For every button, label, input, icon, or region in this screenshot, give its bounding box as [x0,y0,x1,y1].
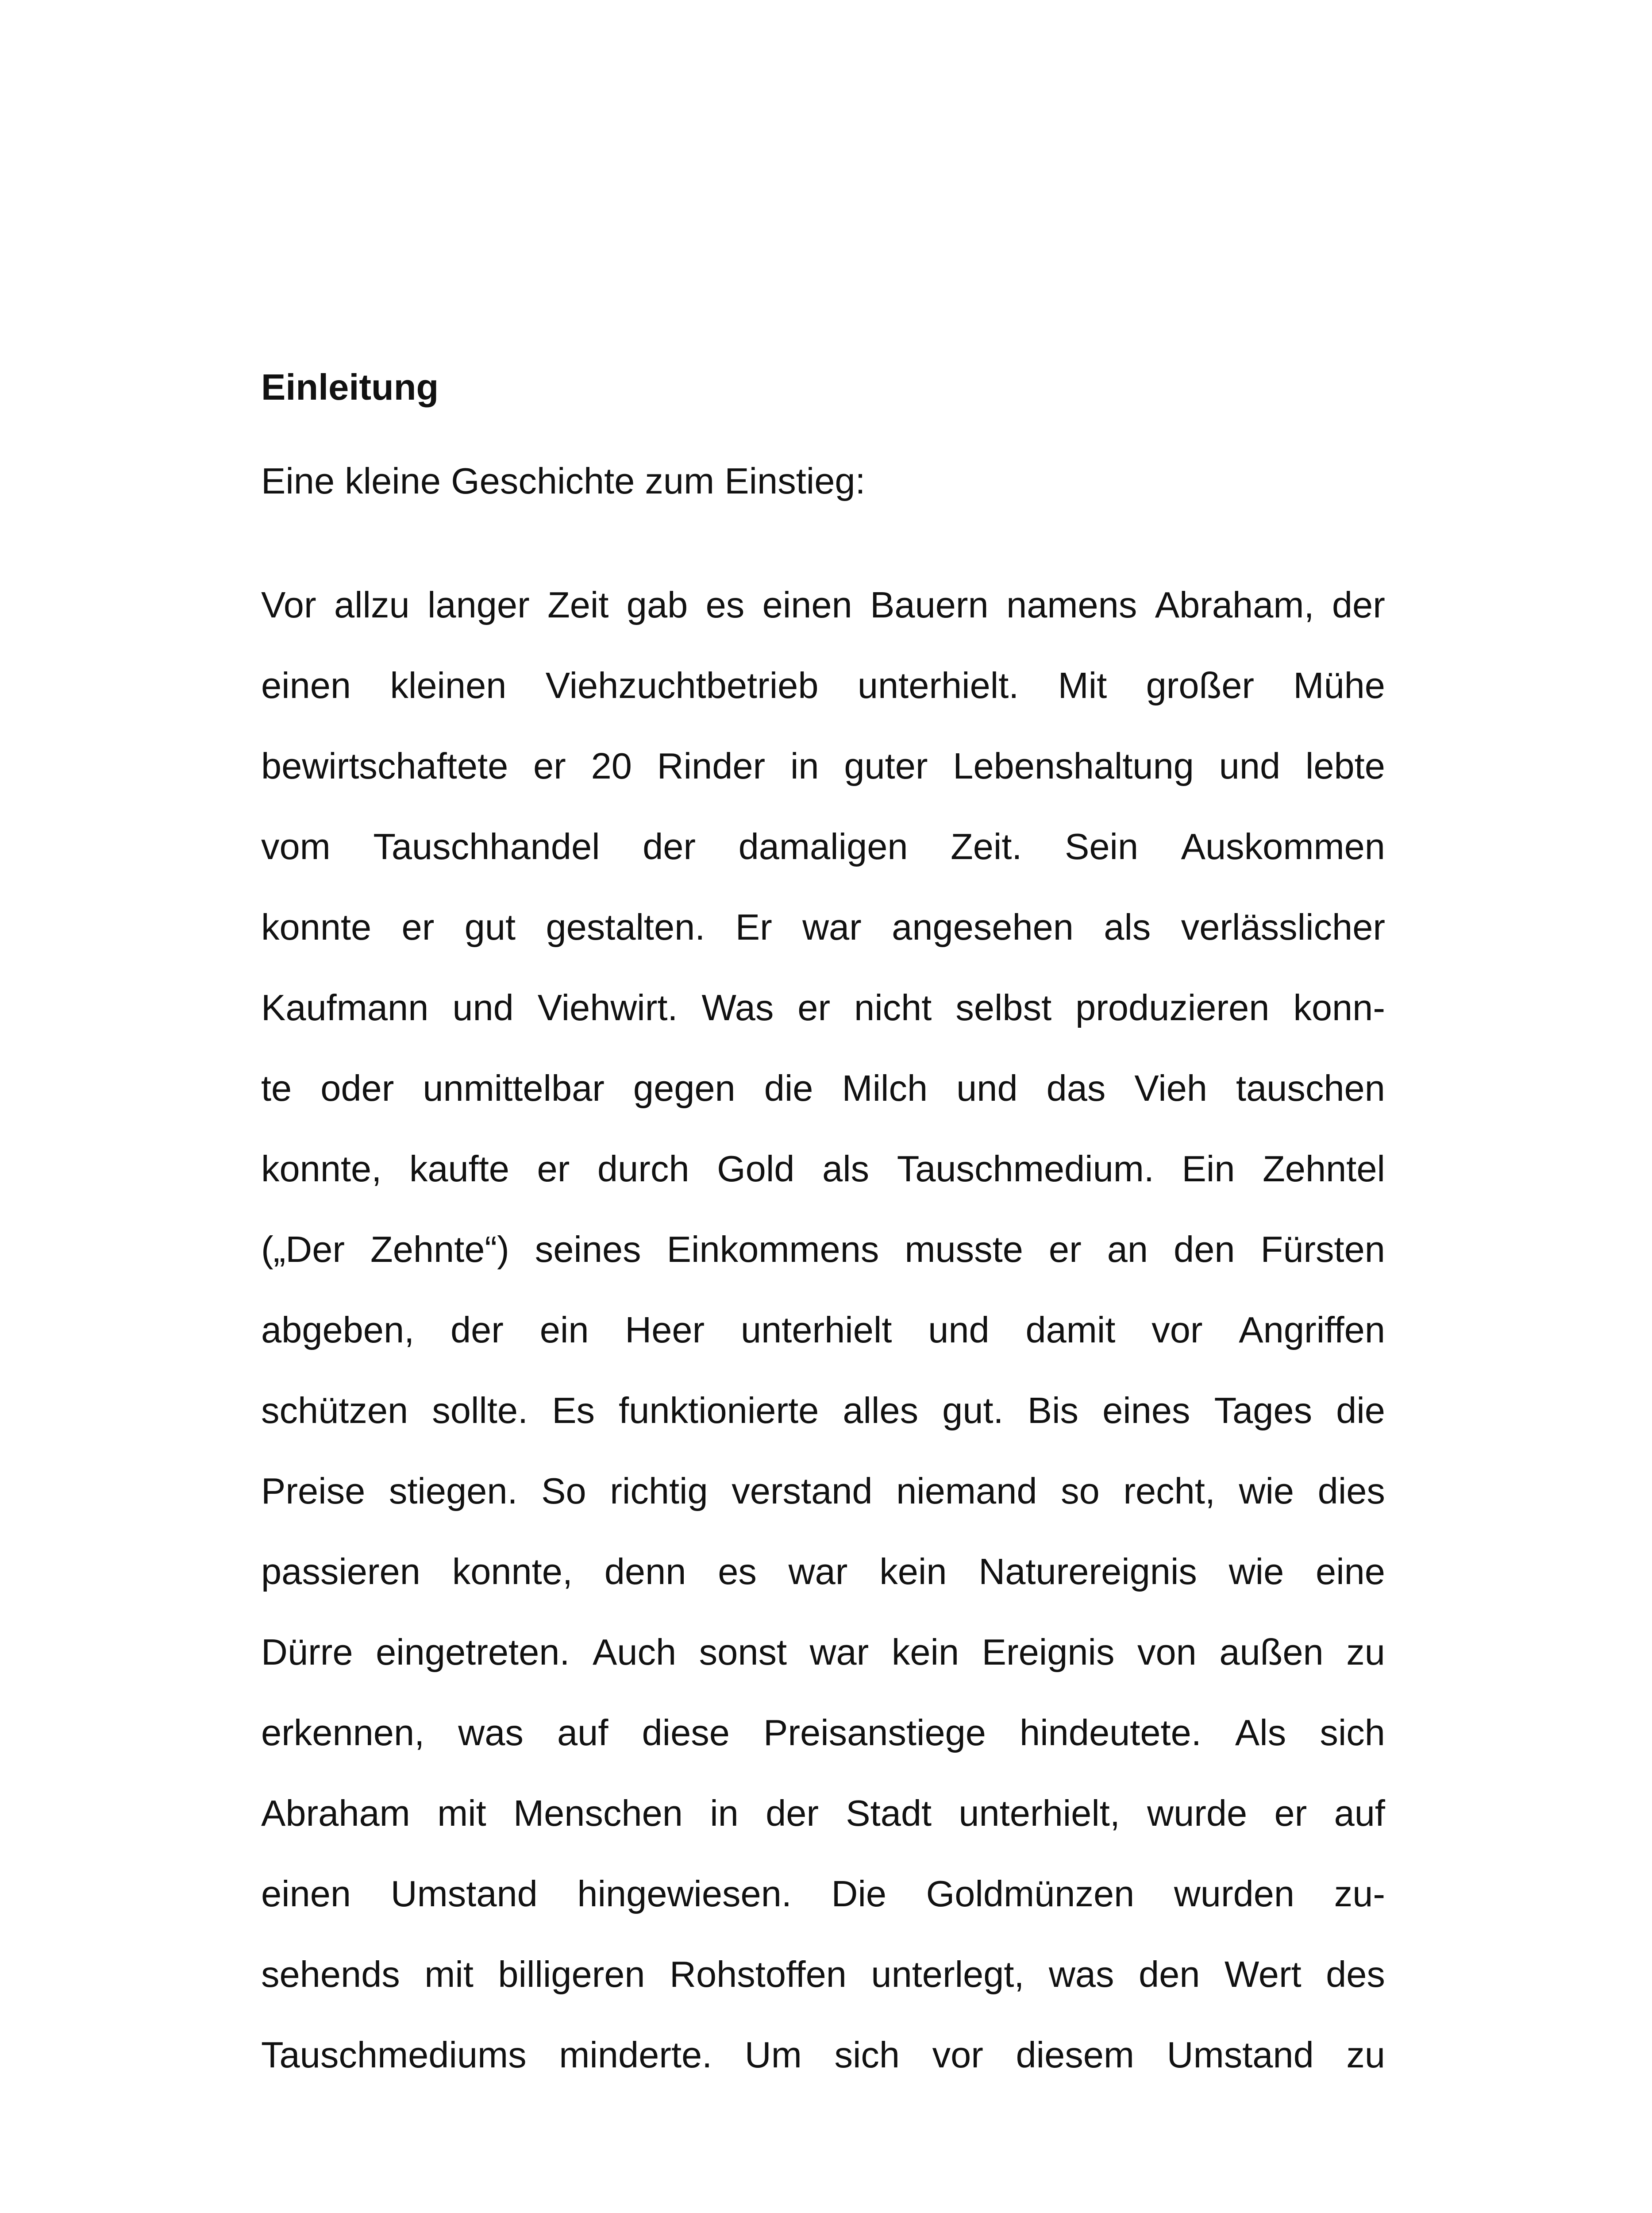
text-line: sehends mit billigeren Rohstoffen unterlegt, was den Wert des [261,1954,1385,1995]
text-line: („Der Zehnte“) seines Einkommens musste er an den Fürsten [261,1229,1385,1270]
text-line: konnte er gut gestalten. Er war angesehen als verlässlicher [261,906,1385,948]
text-line: vom Tauschhandel der damaligen Zeit. Sein Auskommen [261,826,1385,867]
body-paragraph [261,583,1385,2113]
text-line: Preise stiegen. So richtig verstand niemand so recht, wie dies [261,1470,1385,1511]
text-line: bewirtschaftete er 20 Rinder in guter Lebenshaltung und lebte [261,745,1385,787]
text-line: erkennen, was auf diese Preisanstiege hindeutete. Als sich [261,1712,1385,1753]
text-line: Dürre eingetreten. Auch sonst war kein Ereignis von außen zu [261,1631,1385,1673]
text-line: Tauschmediums minderte. Um sich vor diesem Umstand zu [261,2034,1385,2075]
text-line: schützen sollte. Es funktionierte alles gut. Bis eines Tages die [261,1390,1385,1431]
text-line: passieren konnte, denn es war kein Naturereignis wie eine [261,1551,1385,1592]
text-line: einen Umstand hingewiesen. Die Goldmünzen wurden zu- [261,1873,1385,1914]
text-line: Vor allzu langer Zeit gab es einen Bauern namens Abraham, der [261,584,1385,625]
text-line: konnte, kaufte er durch Gold als Tauschmedium. Ein Zehntel [261,1148,1385,1189]
text-line: abgeben, der ein Heer unterhielt und damit vor Angriffen [261,1309,1385,1350]
text-line: einen kleinen Viehzuchtbetrieb unterhielt. Mit großer Mühe [261,665,1385,706]
page-content [261,365,1385,2075]
text-line: te oder unmittelbar gegen die Milch und das Vieh tauschen [261,1068,1385,1109]
text-line: Abraham mit Menschen in der Stadt unterhielt, wurde er auf [261,1793,1385,1834]
intro-line: Eine kleine Geschichte zum Einstieg: [261,460,866,501]
text-line: Kaufmann und Viehwirt. Was er nicht selbst produzieren konn- [261,987,1385,1028]
section-heading: Einleitung [261,366,439,408]
